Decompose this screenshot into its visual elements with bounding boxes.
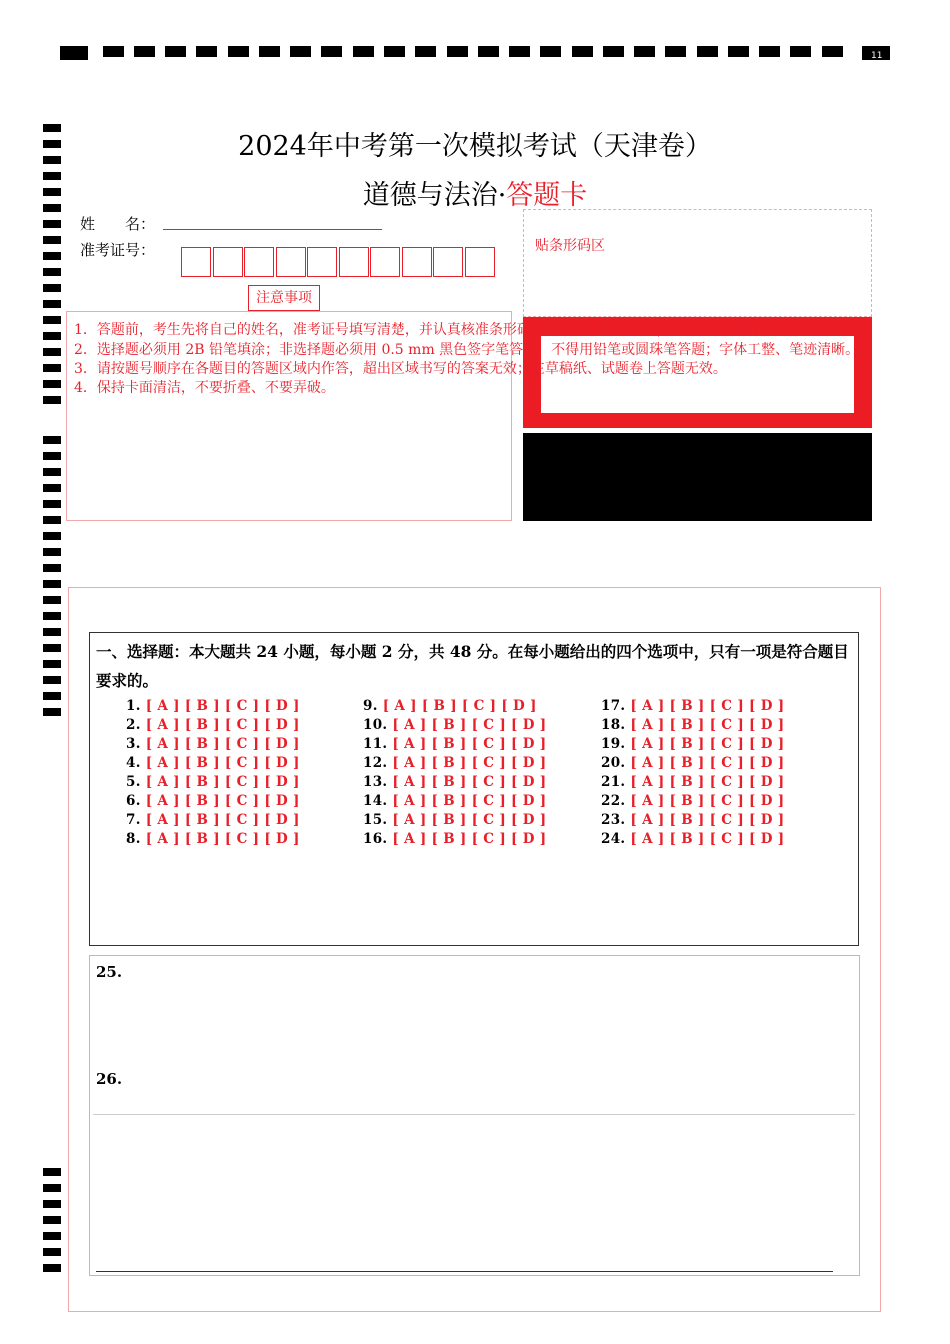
mc-question[interactable]: 12. [ A ] [ B ] [ C ] [ D ]	[363, 755, 547, 771]
mc-question[interactable]: 11. [ A ] [ B ] [ C ] [ D ]	[363, 736, 547, 752]
mc-question[interactable]: 15. [ A ] [ B ] [ C ] [ D ]	[363, 812, 547, 828]
answer-line[interactable]	[96, 1271, 833, 1272]
subtitle-answer-card: 答题卡	[506, 180, 588, 211]
mc-question[interactable]: 13. [ A ] [ B ] [ C ] [ D ]	[363, 774, 547, 790]
mc-question[interactable]: 4. [ A ] [ B ] [ C ] [ D ]	[126, 755, 300, 771]
barcode-label: 贴条形码区	[535, 238, 605, 254]
notice-item-2: 2．选择题必须用 2B 铅笔填涂；非选择题必须用 0.5 mm 黑色签字笔答题，不得用铅笔或圆珠笔答题；字体工整、笔迹清晰。	[74, 342, 860, 358]
mc-question[interactable]: 2. [ A ] [ B ] [ C ] [ D ]	[126, 717, 300, 733]
mc-question[interactable]: 5. [ A ] [ B ] [ C ] [ D ]	[126, 774, 300, 790]
mc-question[interactable]: 9. [ A ] [ B ] [ C ] [ D ]	[363, 698, 537, 714]
id-digit-box[interactable]	[465, 247, 495, 277]
barcode-area	[523, 209, 872, 317]
mc-question[interactable]: 6. [ A ] [ B ] [ C ] [ D ]	[126, 793, 300, 809]
question-26-label: 26.	[96, 1070, 123, 1088]
id-digit-box[interactable]	[433, 247, 463, 277]
mc-question[interactable]: 20. [ A ] [ B ] [ C ] [ D ]	[601, 755, 785, 771]
mc-question[interactable]: 3. [ A ] [ B ] [ C ] [ D ]	[126, 736, 300, 752]
mc-instructions: 一、选择题：本大题共 24 小题，每小题 2 分，共 48 分。在每小题给出的四个选项中，只有一项是符合题目要求的。	[96, 642, 849, 690]
question-25-label: 25.	[96, 963, 123, 981]
id-digit-box[interactable]	[276, 247, 306, 277]
mc-question[interactable]: 19. [ A ] [ B ] [ C ] [ D ]	[601, 736, 785, 752]
page-title: 2024年中考第一次模拟考试（天津卷）	[238, 131, 712, 162]
id-digit-box[interactable]	[402, 247, 432, 277]
name-label: 姓 名：	[80, 215, 156, 233]
mc-question[interactable]: 16. [ A ] [ B ] [ C ] [ D ]	[363, 831, 547, 847]
id-label: 准考证号：	[80, 241, 156, 259]
id-digit-box[interactable]	[213, 247, 243, 277]
mc-question[interactable]: 21. [ A ] [ B ] [ C ] [ D ]	[601, 774, 785, 790]
mc-question[interactable]: 1. [ A ] [ B ] [ C ] [ D ]	[126, 698, 300, 714]
mc-question[interactable]: 8. [ A ] [ B ] [ C ] [ D ]	[126, 831, 300, 847]
page-number: 11	[871, 51, 883, 61]
black-redaction-block	[523, 433, 872, 521]
mc-question[interactable]: 22. [ A ] [ B ] [ C ] [ D ]	[601, 793, 785, 809]
mc-question[interactable]: 17. [ A ] [ B ] [ C ] [ D ]	[601, 698, 785, 714]
id-digit-box[interactable]	[339, 247, 369, 277]
mc-question[interactable]: 18. [ A ] [ B ] [ C ] [ D ]	[601, 717, 785, 733]
notice-item-1: 1．答题前，考生先将自己的姓名，准考证号填写清楚，并认真核准条形码上的姓名、准考证号，在规定位置贴好条形码。	[74, 322, 825, 338]
notice-item-4: 4．保持卡面清洁，不要折叠、不要弄破。	[74, 380, 335, 396]
mc-question[interactable]: 14. [ A ] [ B ] [ C ] [ D ]	[363, 793, 547, 809]
notice-item-3: 3．请按题号顺序在各题目的答题区域内作答，超出区域书写的答案无效；在草稿纸、试题卷上答题无效。	[74, 361, 727, 377]
notice-tag: 注意事项	[248, 285, 320, 311]
id-digit-box[interactable]	[244, 247, 274, 277]
subtitle-main: 道德与法治·	[362, 180, 507, 211]
id-digit-box[interactable]	[307, 247, 337, 277]
section-divider	[93, 1114, 855, 1115]
mc-question[interactable]: 10. [ A ] [ B ] [ C ] [ D ]	[363, 717, 547, 733]
mc-question[interactable]: 7. [ A ] [ B ] [ C ] [ D ]	[126, 812, 300, 828]
id-digit-box[interactable]	[181, 247, 211, 277]
name-field[interactable]	[163, 229, 382, 230]
mc-question[interactable]: 23. [ A ] [ B ] [ C ] [ D ]	[601, 812, 785, 828]
open-question-box	[89, 955, 860, 1276]
page-subtitle	[0, 173, 950, 212]
id-digit-box[interactable]	[370, 247, 400, 277]
mc-question[interactable]: 24. [ A ] [ B ] [ C ] [ D ]	[601, 831, 785, 847]
